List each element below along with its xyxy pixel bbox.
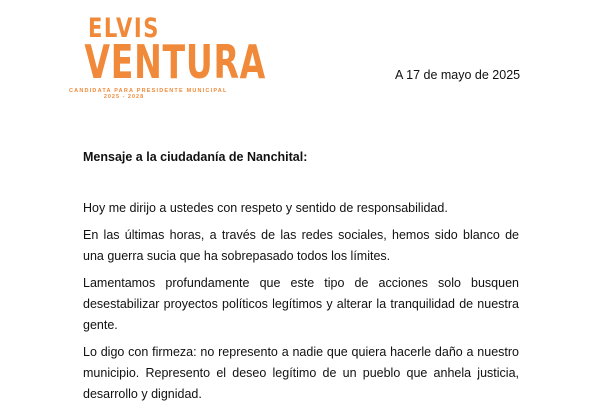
letter-body — [83, 198, 519, 411]
paragraph-4: Lo digo con firmeza: no represento a nadie que quiera hacerle daño a nuestro municipio. Represento el deseo legítimo de un pueblo que anhela justicia, desarrollo y dignidad. — [83, 345, 519, 401]
logo-first-name: ELVIS — [87, 13, 161, 44]
paragraph-3: Lamentamos profundamente que este tipo de acciones solo busquen desestabilizar proyectos políticos legítimos y alterar la tranquilidad de nuestra gente. — [83, 276, 519, 332]
paragraph-2: En las últimas horas, a través de las redes sociales, hemos sido blanco de una guerra sucia que ha sobrepasado todos los límites. — [83, 228, 519, 263]
letter-salutation: Mensaje a la ciudadanía de Nanchital: — [83, 150, 308, 164]
logo-years: 2025 - 2028 — [103, 94, 145, 100]
paragraph-1: Hoy me dirijo a ustedes con respeto y sentido de responsabilidad. — [83, 201, 448, 215]
logo-subtitle: CANDIDATA PARA PRESIDENTE MUNICIPAL — [69, 88, 228, 94]
campaign-logo — [69, 13, 267, 101]
letter-date: A 17 de mayo de 2025 — [395, 68, 521, 82]
logo-last-name: VENTURA — [84, 35, 267, 89]
